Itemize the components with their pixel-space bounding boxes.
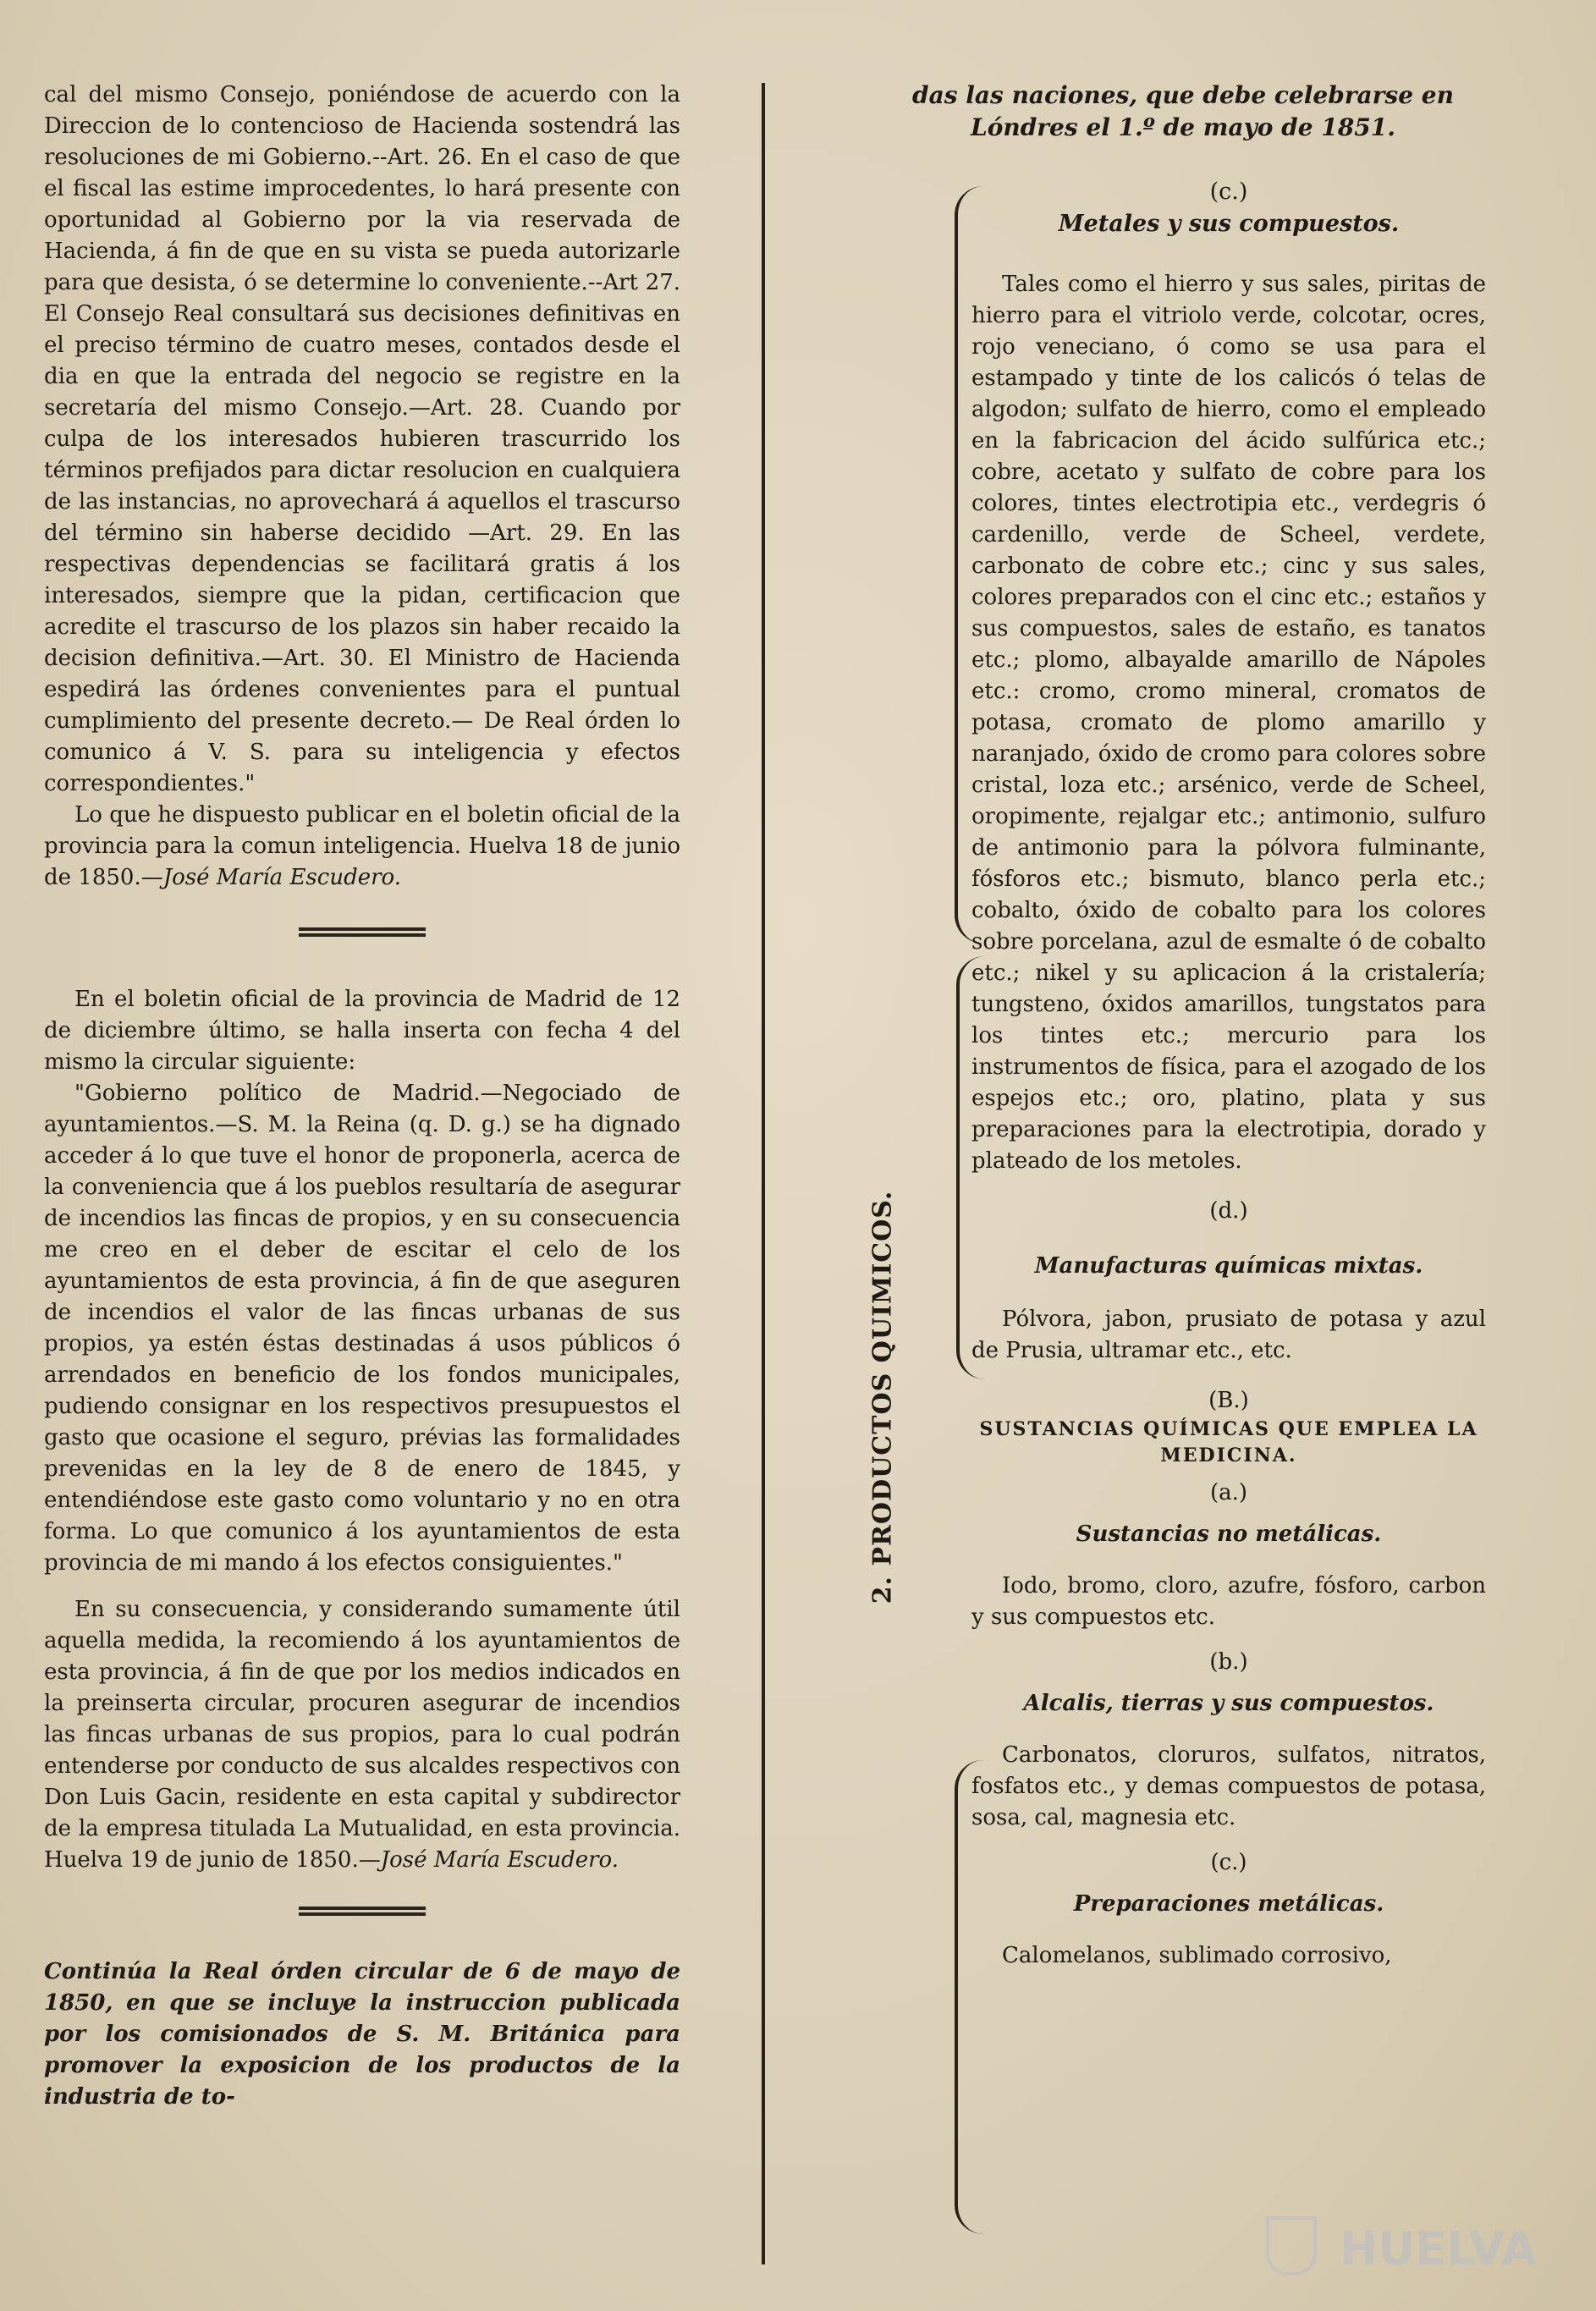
heading-c2: (c.) bbox=[1210, 1850, 1247, 1875]
continued-heading: das las naciones, que debe celebrarse en Lóndres el 1.º de mayo de 1851. bbox=[912, 81, 1454, 141]
preparaciones-text: Calomelanos, sublimado corrosivo, bbox=[1002, 1943, 1392, 1968]
section-label-vertical: 2. PRODUCTOS QUIMICOS. bbox=[867, 1190, 898, 1604]
heading-c1: (c.) Metales y sus compuestos. bbox=[1058, 179, 1400, 237]
decree-text: cal del mismo Consejo, poniéndose de acuerdo con la Direccion de lo contencioso de Hacienda sostendrá las resoluciones de mi Gobierno.--Art. 26. En el caso de que el fiscal las estime improcedentes, lo hará presente con oportunidad al Gobierno por la via reservada de Hacienda, á fin de que en su vista se pueda autorizarle para que desista, ó se determine lo conveniente.--Art 27. El Consejo Real consultará sus decisiones definitivas en el preciso término de cuatro meses, contados desde el dia en que la entrada del negocio se registre en la secretaría del mismo Consejo.—Art. 28. Cuando por culpa de los interesados hubieren trascurrido los términos prefijados para dictar resolucion en cualquiera de las instancias, no aprovechará á aquellos el trascurso del término sin haberse decidido —Art. 29. En las respectivas dependencias se facilitará gratis á los interesados, siempre que la pidan, certificacion que acredite el trascurso de los plazos sin haber recaido la decision definitiva.—Art. 30. El Ministro de Hacienda espedirá las órdenes convenientes para el puntual cumplimiento del presente decreto.— De Real órden lo comunico á V. S. para su inteligencia y efectos correspondientes." bbox=[44, 82, 680, 796]
signature: José María Escudero. bbox=[162, 865, 401, 890]
left-column bbox=[44, 80, 680, 2113]
heading-d: (d.) bbox=[1209, 1198, 1248, 1224]
heading-B-title: SUSTANCIAS QUÍMICAS QUE EMPLEA LA MEDICINA. bbox=[979, 1418, 1478, 1466]
alcalis-text: Carbonatos, cloruros, sulfatos, nitratos, fosfatos etc., y demas compuestos de potasa, sosa, cal, magnesia etc. bbox=[971, 1742, 1486, 1830]
heading-a-title: Sustancias no metálicas. bbox=[1076, 1521, 1382, 1547]
right-column bbox=[971, 269, 1486, 1972]
heading-d-title: Manufacturas químicas mixtas. bbox=[1034, 1253, 1423, 1279]
madrid-circular: "Gobierno político de Madrid.—Negociado de ayuntamientos.—S. M. la Reina (q. D. g.) se ha dignado acceder á lo que tuve el honor de proponerla, acerca de la conveniencia que á los pueblos resultaría de asegurar de incendios las fincas de propios, y en su consecuencia me creo en el deber de escitar el celo de los ayuntamientos de esta provincia, á fin de que aseguren de incendios el valor de las fincas urbanas de sus propios, ya estén éstas destinadas á usos públicos ó arrendados en beneficio de los fondos municipales, pudiendo consignar en los respectivos presupuestos el gasto que ocasione el seguro, prévias las formalidades prevenidas en la ley de 8 de enero de 1845, y entendiéndose este gasto como voluntario y no en otra forma. Lo que comunico á los ayuntamientos de esta provincia de mi mando á los efectos consiguientes." bbox=[44, 1081, 680, 1576]
column-rule bbox=[762, 83, 765, 2264]
heading-a: (a.) bbox=[1209, 1480, 1248, 1505]
watermark-logo: HUELVA bbox=[1340, 2222, 1537, 2275]
heading-b: (b.) bbox=[1209, 1649, 1248, 1675]
signature: José María Escudero. bbox=[380, 1847, 619, 1873]
section-divider bbox=[299, 927, 426, 937]
continuation-heading: Continúa la Real órden circular de 6 de mayo de 1850, en que se incluye la instruccion publicada por los comisionados de S. M. Británica para promover la exposicion de los productos de la industria de to- bbox=[44, 1959, 680, 2110]
metales-text: Tales como el hierro y sus sales, piritas de hierro para el vitriolo verde, colcotar, ocres, rojo veneciano, ó como se usa para el estampado y tinte de los calicós ó telas de algodon; sulfato de hierro, como el empleado en la fabricacion del ácido sulfúrica etc.; cobre, acetato y sulfato de cobre para los colores, tintes electrotipia etc., verdegris ó cardenillo, verde de Scheel, verdete, carbonato de cobre etc.; cinc y sus sales, colores preparados con el cinc etc.; estaños y sus compuestos, sales de estaño, es tanatos etc.; plomo, albayalde amarillo de Nápoles etc.: cromo, cromo mineral, cromatos de potasa, cromato de plomo amarillo y naranjado, óxido de cromo para colores sobre cristal, loza etc.; arsénico, verde de Scheel, oropimente, rejalgar etc.; antimonio, sulfuro de antimonio para la pólvora fulminante, fósforos etc.; bismuto, blanco perla etc.; cobalto, óxido de cobalto para los colores sobre porcelana, azul de esmalte ó de cobalto etc.; nikel y su aplicacion á la cristalería; tungsteno, óxidos amarillos, tungstatos para los tintes etc.; mercurio para los instrumentos de física, para el azogado de los espejos etc.; oro, platino, plata y sus preparaciones para la electrotipia, dorado y plateado de los metoles. bbox=[971, 272, 1486, 1174]
no-metalicas-text: Iodo, bromo, cloro, azufre, fósforo, carbon y sus compuestos etc. bbox=[971, 1573, 1486, 1630]
heading-b-title: Alcalis, tierras y sus compuestos. bbox=[1023, 1691, 1434, 1716]
publication-note: Lo que he dispuesto publicar en el boletin oficial de la provincia para la comun inteligencia. Huelva 18 de junio de 1850.—José María Escudero. bbox=[44, 802, 680, 890]
manufacturas-text: Pólvora, jabon, prusiato de potasa y azul de Prusia, ultramar etc., etc. bbox=[971, 1307, 1486, 1363]
recommendation-text: En su consecuencia, y considerando sumamente útil aquella medida, la recomiendo á los ayuntamientos de esta provincia, á fin de que por los medios indicados en la preinserta circular, procuren asegurar de incendios las fincas urbanas de sus propios, para lo cual podrán entenderse por conducto de sus alcaldes respectivos con Don Luis Gacin, residente en esta capital y subdirector de la empresa titulada La Mutualidad, en esta provincia. Huelva 19 de junio de 1850.—José María Escudero. bbox=[44, 1597, 680, 1873]
boletin-intro: En el boletin oficial de la provincia de Madrid de 12 de diciembre último, se halla inserta con fecha 4 del mismo la circular siguiente: bbox=[44, 987, 680, 1075]
section-divider bbox=[299, 1907, 426, 1916]
heading-B: (B.) bbox=[1208, 1388, 1249, 1413]
heading-c2-title: Preparaciones metálicas. bbox=[1073, 1891, 1384, 1917]
